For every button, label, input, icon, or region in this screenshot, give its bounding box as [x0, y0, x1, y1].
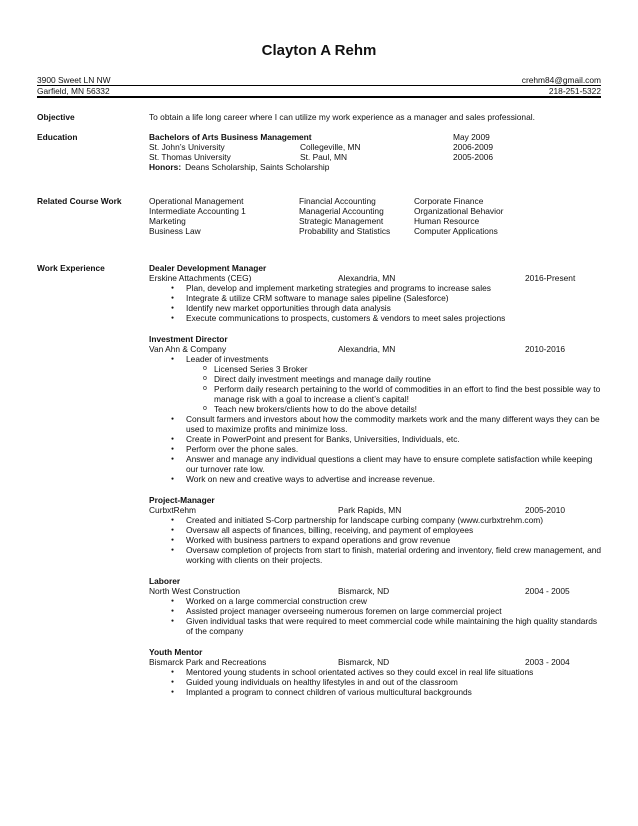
course: Operational Management: [149, 196, 244, 206]
course-row: [149, 196, 602, 206]
job-entry: [149, 334, 602, 484]
job-entry: [149, 647, 602, 697]
bullet-item: ● Oversaw all aspects of finances, billing, receiving, and payment of employees: [149, 525, 602, 535]
job-location: Bismarck, ND: [338, 586, 390, 596]
job-organization: Bismarck Park and Recreations: [149, 657, 267, 667]
job-title: Project-Manager: [149, 495, 215, 505]
bullet-item: ● Leader of investments: [149, 354, 602, 364]
bullet-item: ● Implanted a program to connect children of various multicultural backgrounds: [149, 687, 602, 697]
course: Intermediate Accounting 1: [149, 206, 246, 216]
job-location: Bismarck, ND: [338, 657, 390, 667]
degree-date: May 2009: [453, 132, 490, 142]
job-title: Youth Mentor: [149, 647, 203, 657]
sub-bullet-item: o Perform daily research pertaining to the world of commodities in an effort to find the best possible way to manage risk with a goal to increase a client’s capital!: [149, 384, 602, 404]
email[interactable]: crehm84@gmail.com: [521, 75, 601, 85]
phone: 218-251-5322: [548, 86, 601, 96]
school-years: 2006-2009: [453, 142, 494, 152]
bullet-item: ● Execute communications to prospects, customers & vendors to meet sales projections: [149, 313, 602, 323]
address-line-2: Garfield, MN 56332: [37, 86, 110, 96]
coursework-label: Related Course Work: [37, 196, 122, 206]
bullet-item: ● Assisted project manager overseeing numerous foremen on large commercial project: [149, 606, 602, 616]
sub-bullet-item: o Direct daily investment meetings and manage daily routine: [149, 374, 602, 384]
honors-label: Honors:: [149, 162, 182, 172]
course: Probability and Statistics: [299, 226, 391, 236]
job-dates: 2010-2016: [525, 344, 566, 354]
bullet-item: ● Plan, develop and implement marketing strategies and programs to increase sales: [149, 283, 602, 293]
job-organization: Van Ahn & Company: [149, 344, 227, 354]
job-organization: Erskine Attachments (CEG): [149, 273, 252, 283]
sub-bullet-item: o Teach new brokers/clients how to do the above details!: [149, 404, 602, 414]
job-organization: CurbxtRehm: [149, 505, 197, 515]
course: Computer Applications: [414, 226, 498, 236]
school-years: 2005-2006: [453, 152, 494, 162]
school-row: [149, 142, 602, 152]
bullet-item: ● Perform over the phone sales.: [149, 444, 602, 454]
education-label: Education: [37, 132, 78, 142]
job-title: Investment Director: [149, 334, 228, 344]
bullet-item: ● Answer and manage any individual questions a client may have to ensure complete satisfaction while keeping our turnover rate low.: [149, 454, 602, 474]
course: Managerial Accounting: [299, 206, 384, 216]
work-label: Work Experience: [37, 263, 105, 273]
applicant-name: Clayton A Rehm: [261, 42, 377, 59]
course: Strategic Management: [299, 216, 384, 226]
bullet-item: ● Guided young individuals on healthy lifestyles in and out of the classroom: [149, 677, 602, 687]
bullet-item: ● Mentored young students in school orientated actives so they could excel in real life situations: [149, 667, 602, 677]
job-duties: [149, 667, 602, 697]
course-row: [149, 216, 602, 226]
job-duties: [149, 283, 602, 323]
job-duties: [149, 354, 602, 484]
sub-bullet-item: o Licensed Series 3 Broker: [149, 364, 602, 374]
degree: Bachelors of Arts Business Management: [149, 132, 312, 142]
bullet-item: ● Oversaw completion of projects from start to finish, material ordering and inventory, field crew management, and working with clients on their projects.: [149, 545, 602, 565]
job-entry: [149, 576, 602, 636]
job-location: Alexandria, MN: [338, 344, 396, 354]
job-duties: [149, 596, 602, 636]
job-location: Alexandria, MN: [338, 273, 396, 283]
job-title: Laborer: [149, 576, 181, 586]
bullet-item: ● Identify new market opportunities through data analysis: [149, 303, 602, 313]
objective-label: Objective: [37, 112, 75, 122]
job-duties: [149, 515, 602, 565]
objective-text: To obtain a life long career where I can utilize my work experience as a manager and sales professional.: [149, 112, 535, 122]
course: Corporate Finance: [414, 196, 484, 206]
bullet-item: ● Worked with business partners to expand operations and grow revenue: [149, 535, 602, 545]
address-line-1: 3900 Sweet LN NW: [37, 75, 111, 85]
school-location: Collegeville, MN: [300, 142, 361, 152]
job-dates: 2004 - 2005: [525, 586, 570, 596]
job-list: [149, 263, 602, 708]
job-dates: 2005-2010: [525, 505, 566, 515]
course-row: [149, 226, 602, 236]
school-row: [149, 152, 602, 162]
job-location: Park Rapids, MN: [338, 505, 402, 515]
school-name: St. Thomas University: [149, 152, 231, 162]
school-location: St. Paul, MN: [300, 152, 348, 162]
job-dates: 2016-Present: [525, 273, 576, 283]
bullet-item: ● Work on new and creative ways to advertise and increase revenue.: [149, 474, 602, 484]
job-dates: 2003 - 2004: [525, 657, 570, 667]
bullet-item: ● Worked on a large commercial construction crew: [149, 596, 602, 606]
job-organization: North West Construction: [149, 586, 241, 596]
course-row: [149, 206, 602, 216]
bullet-item: ● Given individual tasks that were required to meet commercial code while maintaining the high quality standards of the company: [149, 616, 602, 636]
school-name: St. John’s University: [149, 142, 225, 152]
course: Marketing: [149, 216, 186, 226]
bullet-item: ● Consult farmers and investors about how the commodity markets work and the many different ways they can be used to maximize profits and minimize loss.: [149, 414, 602, 434]
header-divider: [37, 96, 601, 98]
bullet-item: ● Created and initiated S-Corp partnership for landscape curbing company (www.curbxtrehm.com): [149, 515, 602, 525]
job-title: Dealer Development Manager: [149, 263, 267, 273]
job-entry: [149, 495, 602, 565]
course: Financial Accounting: [299, 196, 376, 206]
job-entry: [149, 263, 602, 323]
course: Organizational Behavior: [414, 206, 504, 216]
course: Business Law: [149, 226, 201, 236]
course: Human Resource: [414, 216, 480, 226]
honors: Deans Scholarship, Saints Scholarship: [185, 162, 330, 172]
contact-block: [37, 75, 601, 98]
bullet-item: ● Create in PowerPoint and present for Banks, Universities, Individuals, etc.: [149, 434, 602, 444]
bullet-item: ● Integrate & utilize CRM software to manage sales pipeline (Salesforce): [149, 293, 602, 303]
